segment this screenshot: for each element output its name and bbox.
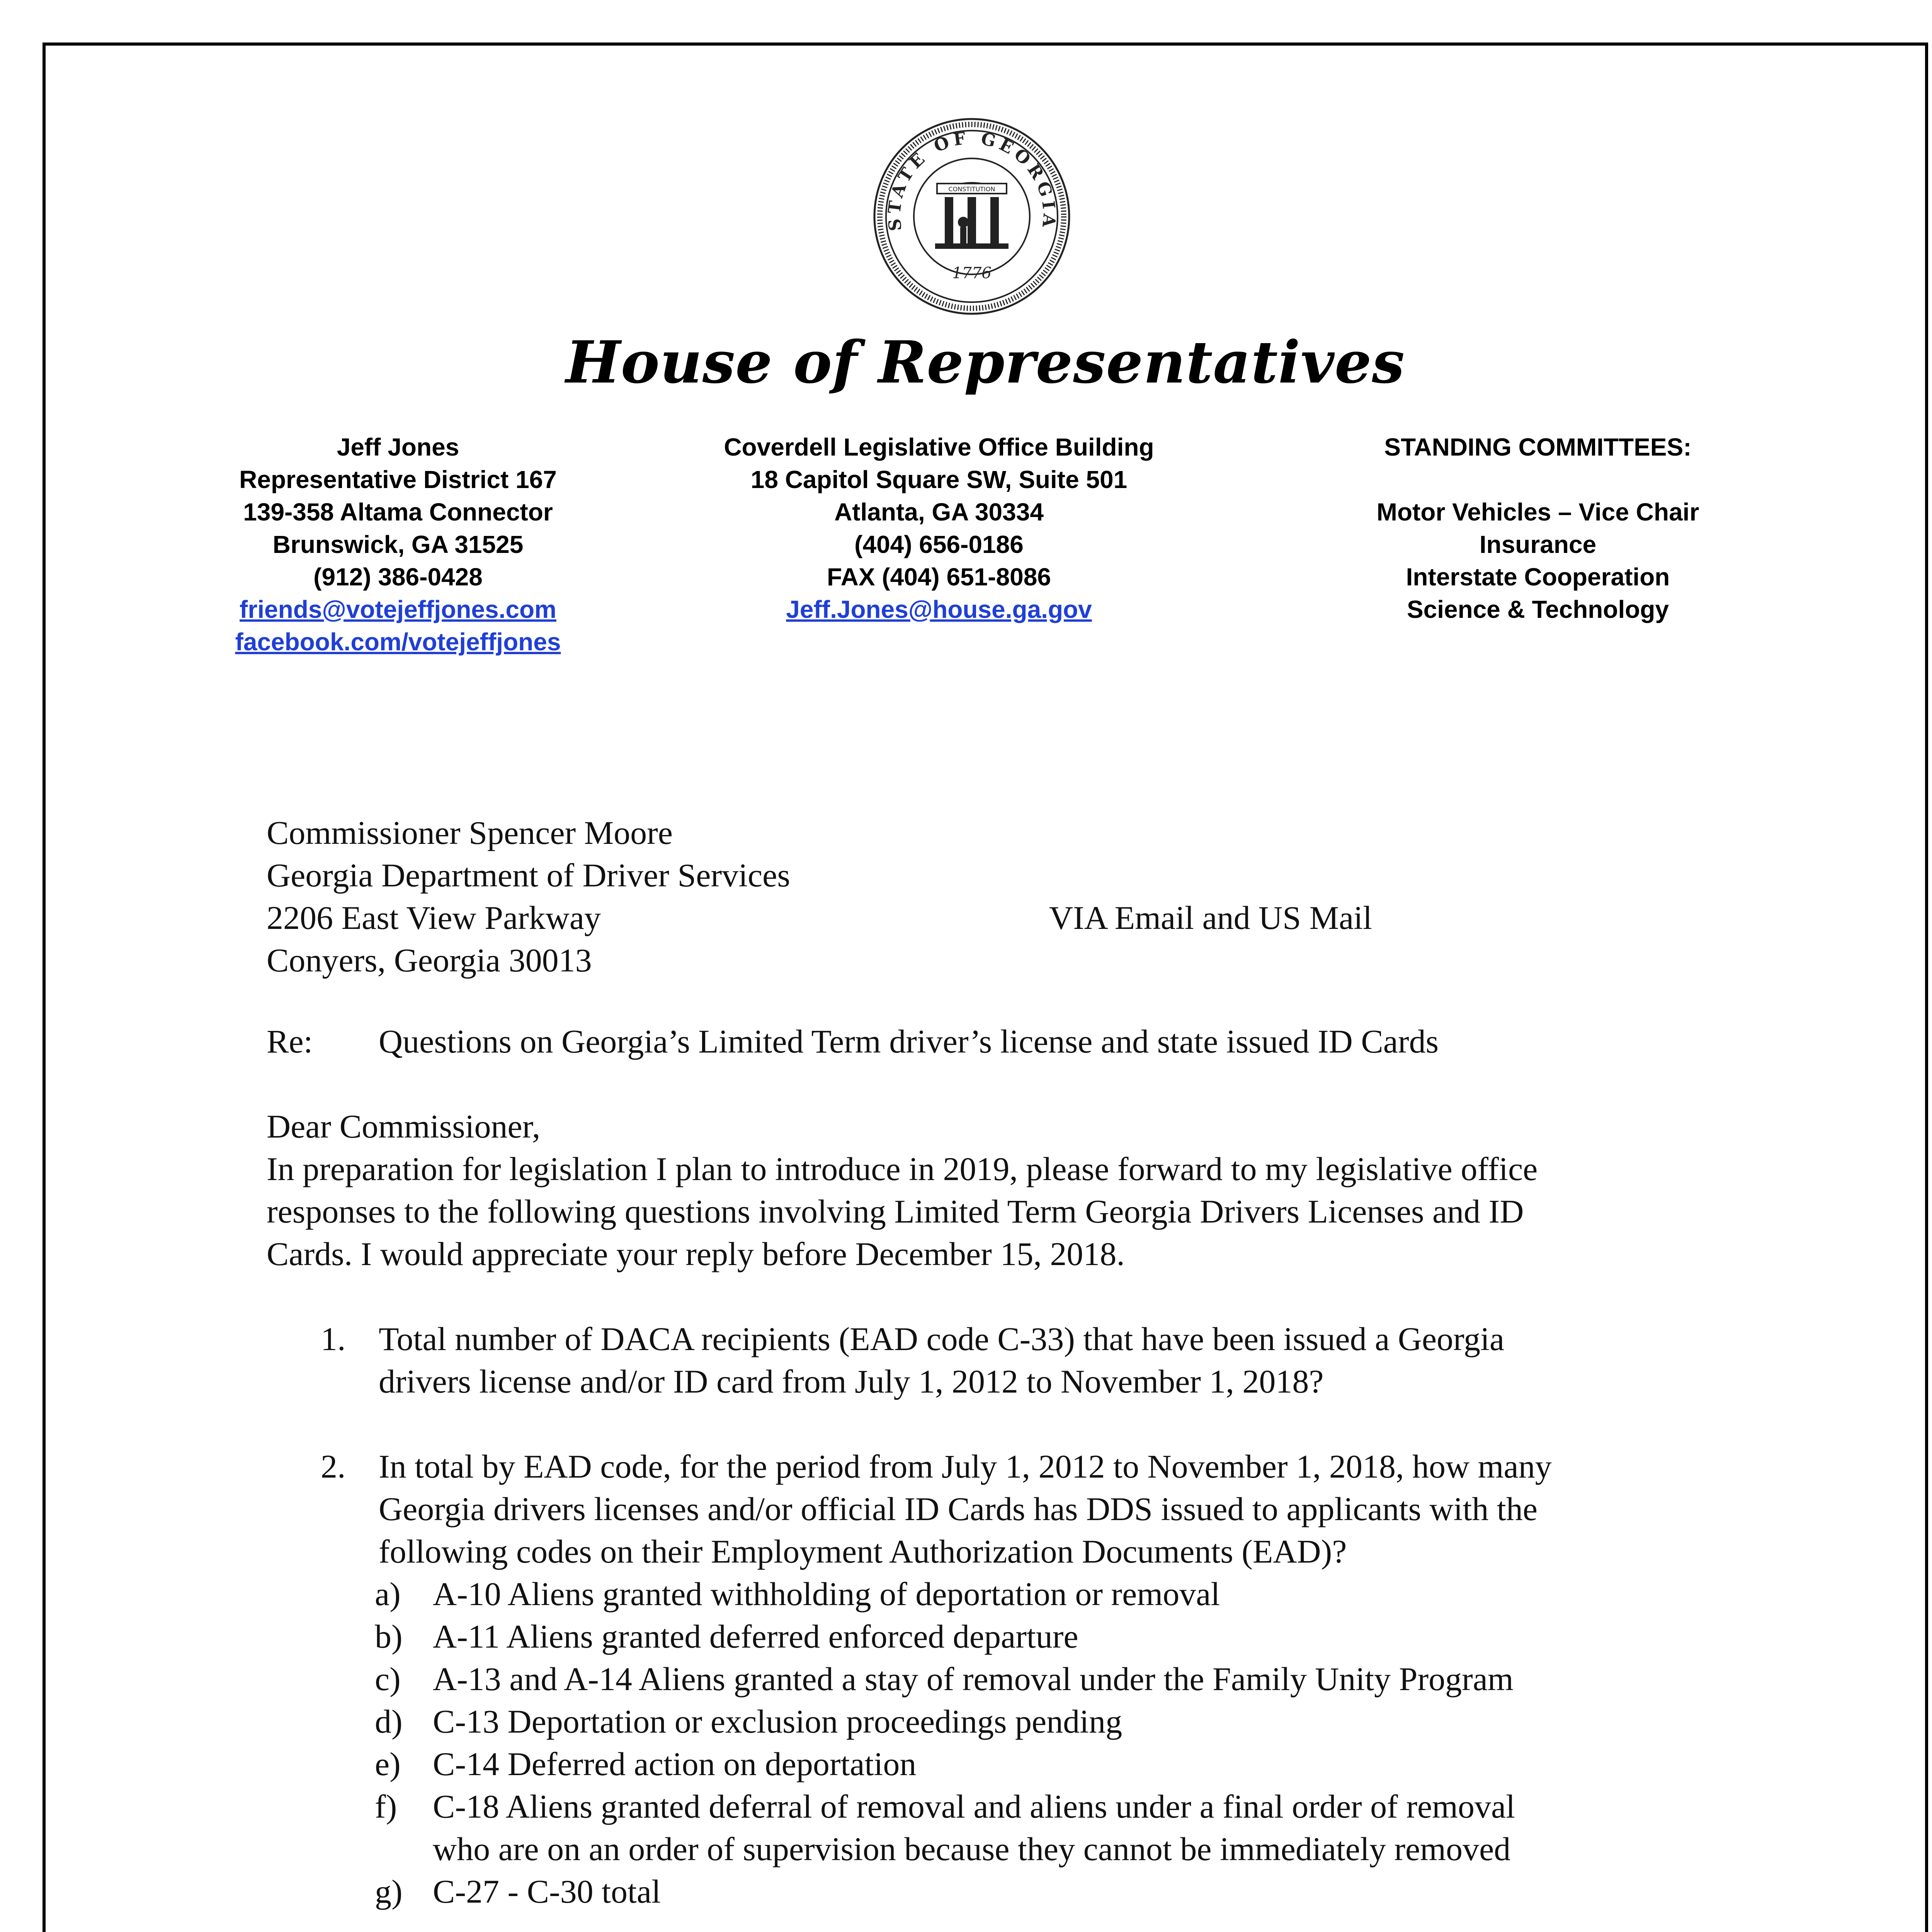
intro-line: In preparation for legislation I plan to introduce in 2019, please forward to my legislative office: [267, 1150, 1538, 1187]
rep-district: Representative District 167: [239, 466, 557, 493]
state-of-georgia-seal: [871, 116, 1072, 317]
recipient-line: Georgia Department of Driver Services: [267, 857, 790, 894]
question-line: Georgia drivers licenses and/or official ID Cards has DDS issued to applicants with the: [379, 1490, 1537, 1527]
sub-item-text: who are on an order of supervision because they cannot be immediately removed: [433, 1830, 1511, 1867]
salutation: Dear Commissioner,: [267, 1108, 541, 1145]
office-phone: (404) 656-0186: [854, 531, 1024, 558]
recipient-line: 2206 East View Parkway: [267, 899, 601, 936]
rep-name: Jeff Jones: [337, 433, 459, 461]
sub-item-text: C-13 Deportation or exclusion proceedings pending: [433, 1703, 1122, 1740]
recipient-line: Commissioner Spencer Moore: [267, 814, 673, 851]
sub-item-letter: b): [375, 1618, 403, 1655]
office-address-line-2: Atlanta, GA 30334: [834, 498, 1044, 526]
recipient-address: [267, 811, 790, 981]
rep-address-line-2: Brunswick, GA 31525: [272, 531, 524, 558]
sub-item-letter: g): [375, 1873, 403, 1910]
committee-item: Interstate Cooperation: [1406, 563, 1670, 591]
rep-phone: (912) 386-0428: [313, 563, 483, 591]
office-address-line-1: 18 Capitol Square SW, Suite 501: [750, 466, 1128, 493]
rep-email-link[interactable]: friends@votejeffjones.com: [240, 595, 556, 623]
intro-paragraph: [267, 1105, 1537, 1275]
svg-text:CONSTITUTION: CONSTITUTION: [948, 185, 995, 193]
sub-item-text: A-10 Aliens granted withholding of deportation or removal: [433, 1575, 1220, 1612]
re-label: Re:: [267, 1023, 313, 1060]
house-of-representatives-title: House of Representatives: [566, 328, 1405, 396]
sub-item-text: C-14 Deferred action on deportation: [433, 1745, 917, 1782]
capitol-office-block: [680, 431, 1198, 626]
committee-item: Motor Vehicles – Vice Chair: [1376, 498, 1699, 526]
representative-contact-block: [205, 431, 591, 658]
delivery-method: VIA Email and US Mail: [1049, 899, 1372, 936]
standing-committees-block: [1314, 431, 1762, 626]
office-building: Coverdell Legislative Office Building: [724, 433, 1154, 461]
sub-item-letter: d): [375, 1703, 403, 1740]
svg-text:1776: 1776: [952, 264, 992, 282]
sub-item-text: A-11 Aliens granted deferred enforced departure: [433, 1618, 1078, 1655]
svg-text:STATE OF GEORGIA: STATE OF GEORGIA: [884, 128, 1060, 232]
sub-item-text: C-18 Aliens granted deferral of removal and aliens under a final order of removal: [433, 1788, 1515, 1825]
committee-item: Science & Technology: [1406, 595, 1669, 623]
sub-item-letter: a): [375, 1575, 401, 1612]
question-number: 2.: [321, 1448, 346, 1485]
question-number: 1.: [321, 1320, 346, 1357]
question-line: In total by EAD code, for the period from July 1, 2012 to November 1, 2018, how many: [379, 1448, 1552, 1485]
sub-item-text: C-27 - C-30 total: [433, 1873, 661, 1910]
sub-item-letter: f): [375, 1788, 397, 1825]
intro-line: responses to the following questions involving Limited Term Georgia Drivers Licenses and ID: [267, 1193, 1524, 1230]
question-line: drivers license and/or ID card from July 1, 2012 to November 1, 2018?: [379, 1363, 1324, 1400]
office-fax: FAX (404) 651-8086: [827, 563, 1051, 591]
sub-item-letter: e): [375, 1745, 401, 1782]
rep-address-line-1: 139-358 Altama Connector: [243, 498, 553, 526]
recipient-line: Conyers, Georgia 30013: [267, 942, 592, 979]
sub-item-letter: c): [375, 1660, 401, 1697]
committees-heading: STANDING COMMITTEES:: [1384, 433, 1692, 461]
re-subject: Questions on Georgia’s Limited Term driver’s license and state issued ID Cards: [379, 1023, 1439, 1060]
rep-facebook-link[interactable]: facebook.com/votejeffjones: [235, 628, 561, 656]
intro-line: Cards. I would appreciate your reply before December 15, 2018.: [267, 1235, 1125, 1272]
question-line: following codes on their Employment Authorization Documents (EAD)?: [379, 1533, 1347, 1570]
office-email-link[interactable]: Jeff.Jones@house.ga.gov: [786, 595, 1092, 623]
question-line: Total number of DACA recipients (EAD code C-33) that have been issued a Georgia: [379, 1320, 1505, 1357]
sub-item-text: A-13 and A-14 Aliens granted a stay of removal under the Family Unity Program: [433, 1660, 1514, 1697]
committee-item: Insurance: [1479, 531, 1597, 558]
